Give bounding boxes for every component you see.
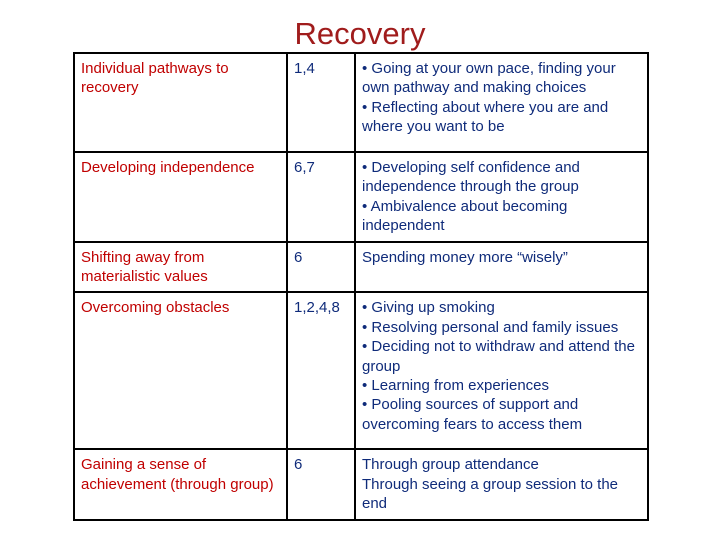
slide-title: Recovery (294, 16, 426, 51)
participants-cell: 6 (287, 449, 355, 519)
table-row (74, 53, 648, 152)
theme-cell: Overcoming obstacles (74, 292, 287, 449)
quotes-cell (355, 449, 648, 519)
quote-line: • Giving up smoking (362, 299, 495, 317)
quote-line: • Reflecting about where you are and where you want to be (362, 98, 609, 136)
quote-line: Through group attendance (362, 456, 539, 474)
quote-line: • Deciding not to withdraw and attend the group (362, 338, 635, 375)
quote-line: • Ambivalence about becoming independent (362, 197, 568, 235)
participants-cell: 1,4 (287, 53, 355, 152)
recovery-table (73, 52, 649, 521)
quotes-cell (355, 292, 648, 449)
theme-cell: Developing independence (74, 152, 287, 242)
participants-cell: 6,7 (287, 152, 355, 242)
quote-line: • Pooling sources of support and overcoming fears to access them (362, 396, 583, 433)
participants-cell: 1,2,4,8 (287, 292, 355, 449)
quotes-cell (355, 242, 648, 293)
theme-cell: Shifting away from materialistic values (74, 242, 287, 293)
table-row (74, 449, 648, 519)
quote-line: • Resolving personal and family issues (362, 318, 619, 336)
quotes-cell (355, 152, 648, 242)
quote-line: Through seeing a group session to the end (362, 475, 619, 513)
quotes-cell (355, 53, 648, 152)
table-row (74, 242, 648, 293)
table-row (74, 152, 648, 242)
quote-line: • Going at your own pace, finding your own pathway and making choices (362, 60, 616, 97)
theme-cell: Individual pathways to recovery (74, 53, 287, 152)
quote-line: • Learning from experiences (362, 377, 550, 395)
table-row (74, 292, 648, 449)
participants-cell: 6 (287, 242, 355, 293)
theme-cell: Gaining a sense of achievement (through group) (74, 449, 287, 519)
quote-line: • Developing self confidence and independence through the group (362, 159, 580, 196)
quote-line: Spending money more “wisely” (362, 248, 568, 266)
